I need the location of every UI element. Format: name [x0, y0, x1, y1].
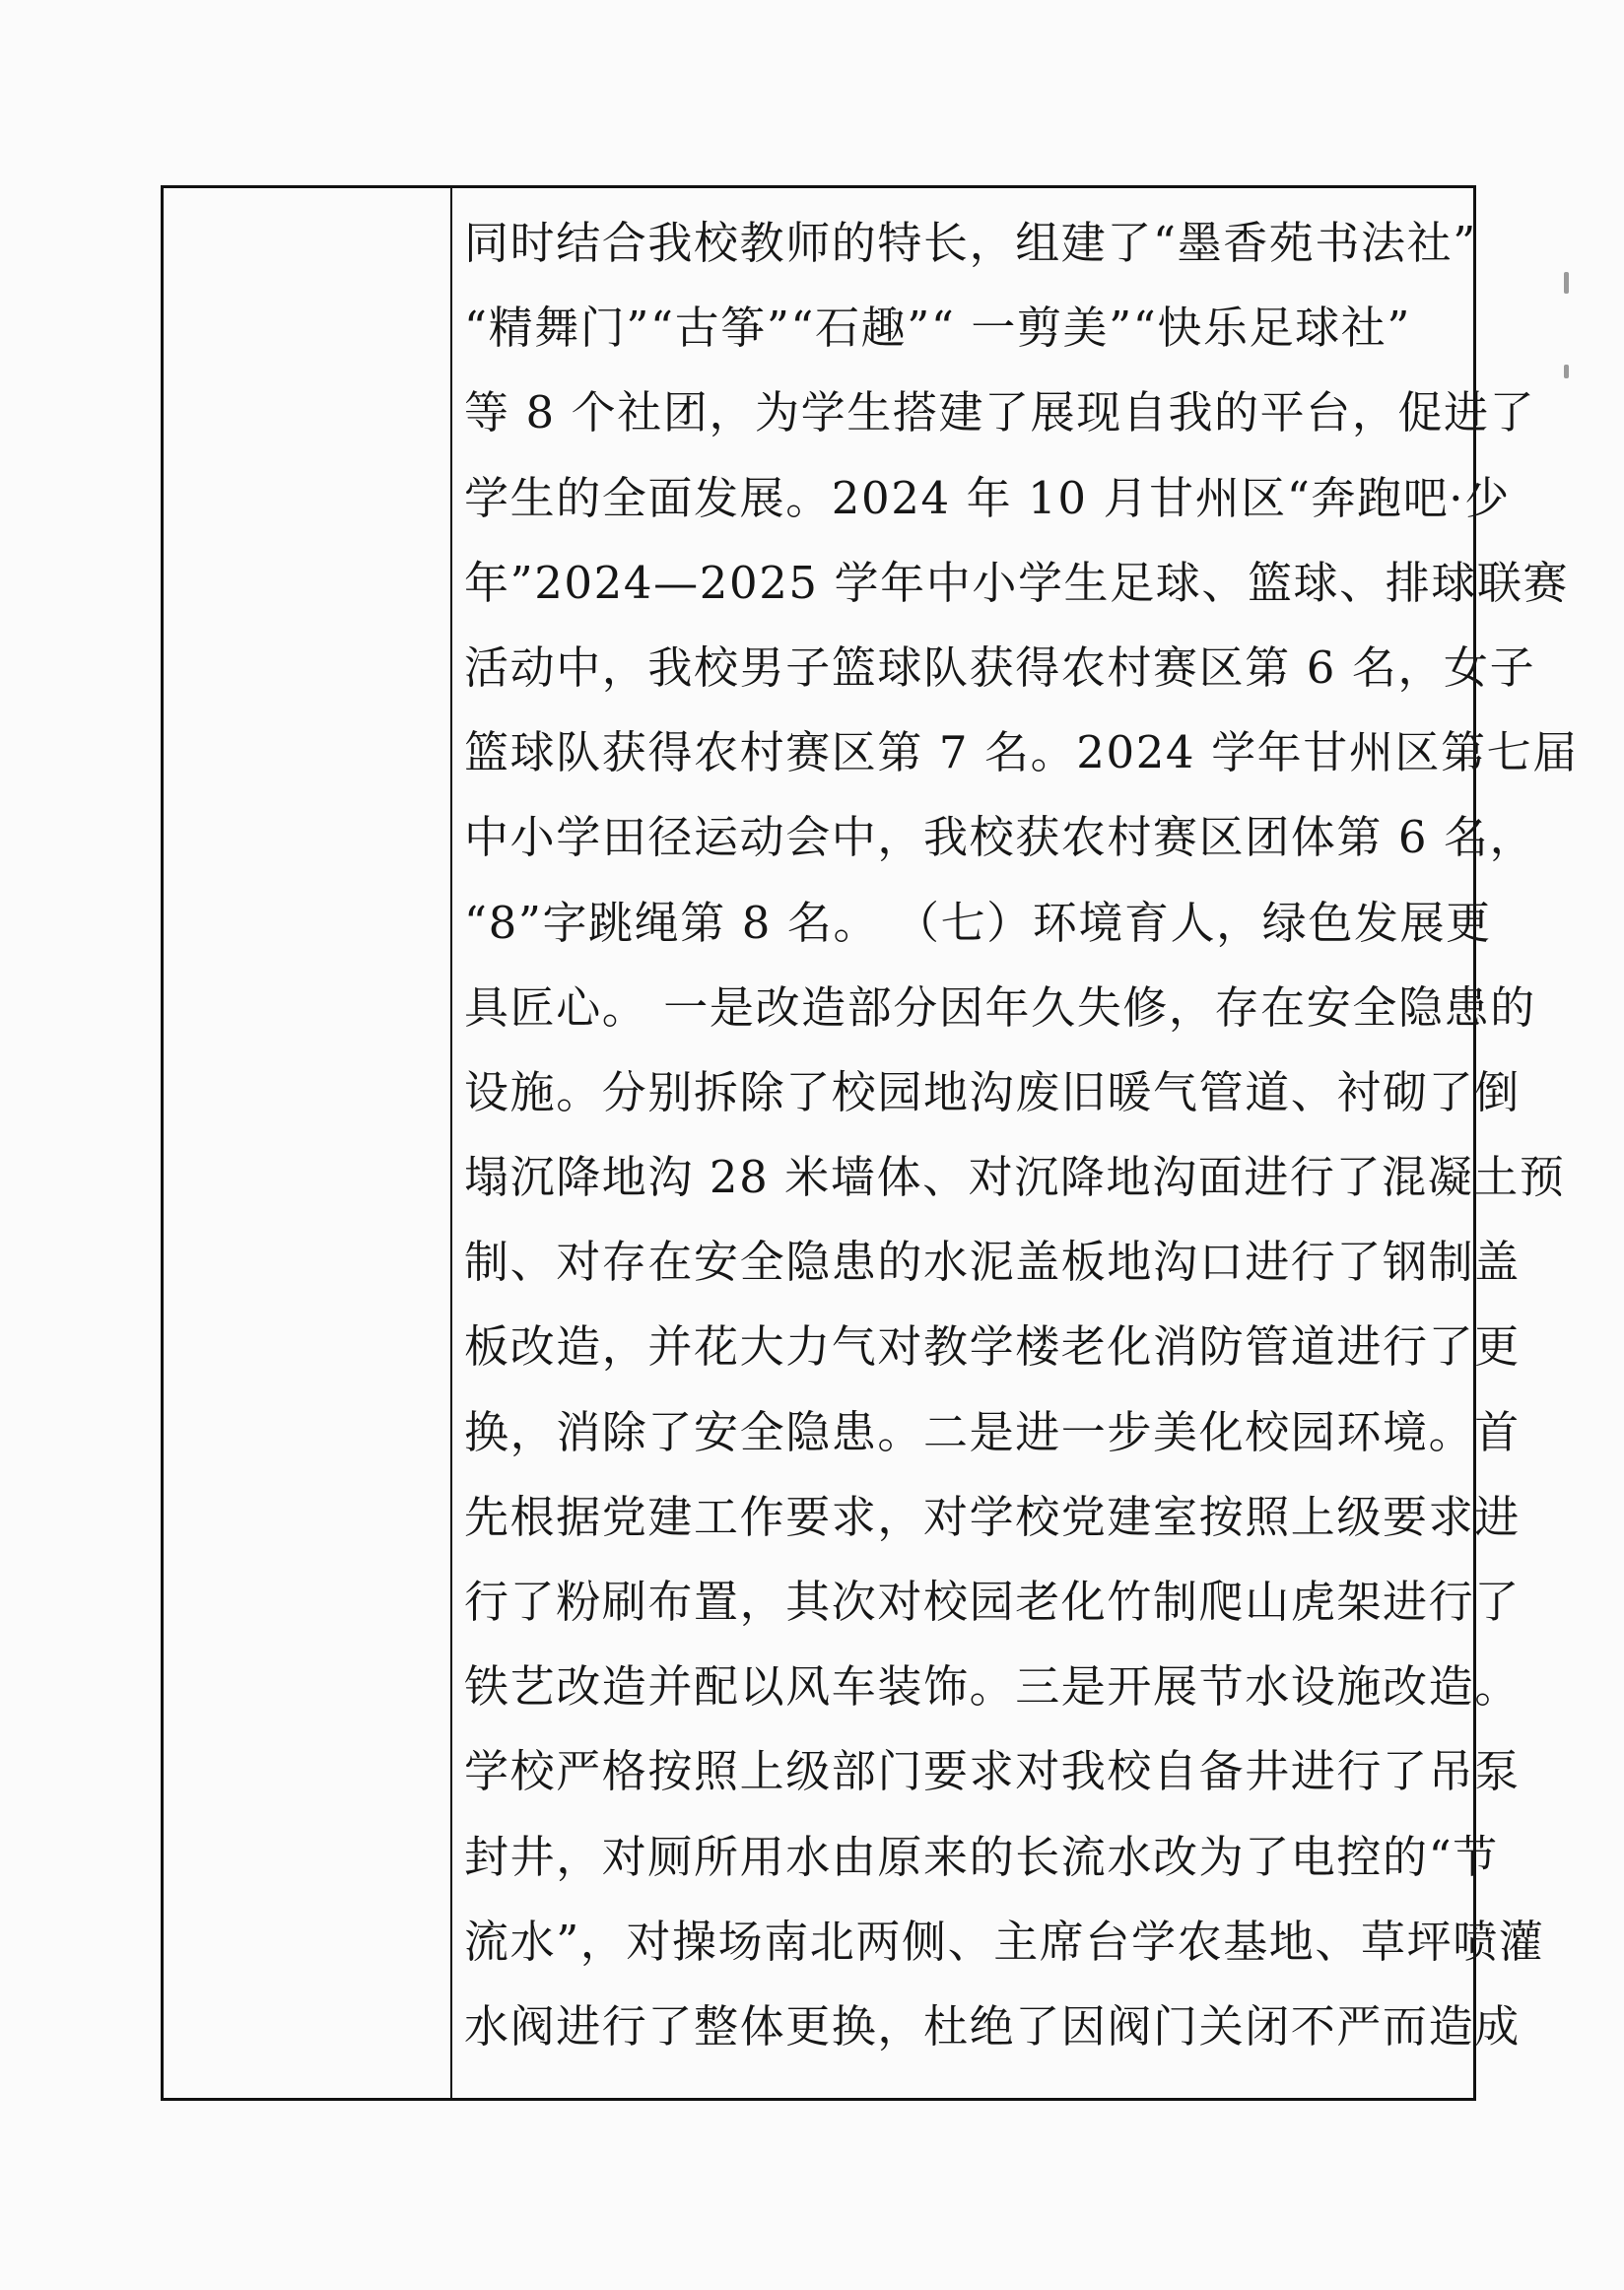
text-line: “精舞门”“古筝”“石趣”“ 一剪美”“快乐足球社” — [464, 302, 1411, 355]
text-line: 制、对存在安全隐患的水泥盖板地沟口进行了钢制盖 — [464, 1236, 1521, 1289]
text-line: 水阀进行了整体更换，杜绝了因阀门关闭不严而造成 — [464, 1999, 1521, 2053]
text-line: 板改造，并花大力气对教学楼老化消防管道进行了更 — [464, 1320, 1521, 1374]
text-line: 换，消除了安全隐患。二是进一步美化校园环境。首 — [464, 1405, 1521, 1458]
text-line: 封井，对厕所用水由原来的长流水改为了电控的“节 — [464, 1830, 1499, 1883]
table-column-divider — [450, 188, 452, 2098]
text-line: 同时结合我校教师的特长，组建了“墨香苑书法社” — [464, 217, 1477, 269]
scan-speck-mark — [1564, 272, 1569, 294]
table-content-cell — [464, 214, 1579, 2082]
table-left-cell — [164, 188, 450, 2098]
text-line: 具匠心。 一是改造部分因年久失修，存在安全隐患的 — [464, 980, 1536, 1034]
text-line: 活动中，我校男子篮球队获得农村赛区第 6 名，女子 — [464, 640, 1536, 694]
text-line: 等 8 个社团，为学生搭建了展现自我的平台，促进了 — [464, 386, 1536, 439]
text-line: 铁艺改造并配以风车装饰。三是开展节水设施改造。 — [464, 1660, 1521, 1714]
text-line: 塌沉降地沟 28 米墙体、对沉降地沟面进行了混凝土预 — [464, 1151, 1566, 1204]
scan-speck-mark — [1564, 365, 1569, 378]
text-line: 先根据党建工作要求，对学校党建室按照上级要求进 — [464, 1490, 1521, 1543]
text-line: 年”2024—2025 学年中小学生足球、篮球、排球联赛 — [464, 556, 1570, 609]
text-line: 学校严格按照上级部门要求对我校自备井进行了吊泵 — [464, 1745, 1521, 1798]
text-line: 中小学田径运动会中，我校获农村赛区团体第 6 名， — [464, 811, 1536, 864]
document-table — [161, 185, 1579, 2101]
text-line: 设施。分别拆除了校园地沟废旧暖气管道、衬砌了倒 — [464, 1065, 1521, 1118]
text-line: 行了粉刷布置，其次对校园老化竹制爬山虎架进行了 — [464, 1576, 1521, 1628]
text-line: “8”字跳绳第 8 名。 （七）环境育人，绿色发展更 — [464, 896, 1492, 949]
text-line: 篮球队获得农村赛区第 7 名。2024 学年甘州区第七届 — [464, 726, 1579, 779]
text-line: 学生的全面发展。2024 年 10 月甘州区“奔跑吧·少 — [464, 471, 1511, 524]
text-line: 流水”，对操场南北两侧、主席台学农基地、草坪喷灌 — [464, 1915, 1545, 1968]
